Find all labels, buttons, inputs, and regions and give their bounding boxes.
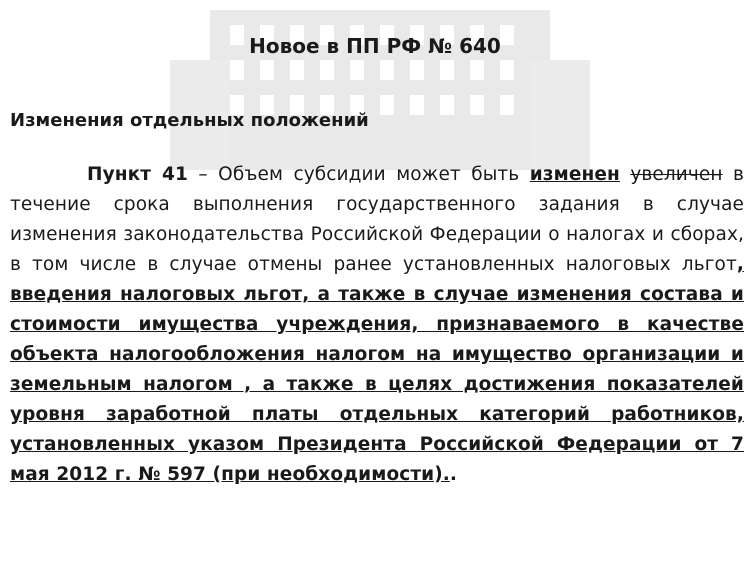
page-title: Новое в ПП РФ № 640 bbox=[249, 34, 501, 58]
plain-text: в течение срока выполнения государственного задания в случае изменения законодательства Российской Федерации о налогах и сборах, в том числе в случае отмены ранее установленных налоговых льгот bbox=[10, 164, 745, 275]
item-label: Пункт 41 bbox=[87, 164, 189, 185]
dash-text: – Объем субсидии может быть bbox=[188, 164, 530, 185]
building-watermark-icon bbox=[150, 0, 610, 170]
section-heading: Изменения отдельных положений bbox=[10, 110, 369, 131]
changed-word: изменен bbox=[529, 164, 620, 185]
struck-word: увеличен bbox=[630, 164, 723, 185]
document-paragraph bbox=[10, 160, 744, 490]
trailing-dot: . bbox=[449, 464, 458, 485]
added-text: , введения налоговых льгот, а также в случае изменения состава и стоимости имущества учреждения, признаваемого в качестве объекта налогообложения налогом на имущество организации и земельным налогом , а также в целях достижения показателей уровня заработной платы отдельных категорий работников, установленных указом Президента Российской Федерации от 7 мая 2012 г. № 597 (при необходимости). bbox=[10, 254, 744, 485]
